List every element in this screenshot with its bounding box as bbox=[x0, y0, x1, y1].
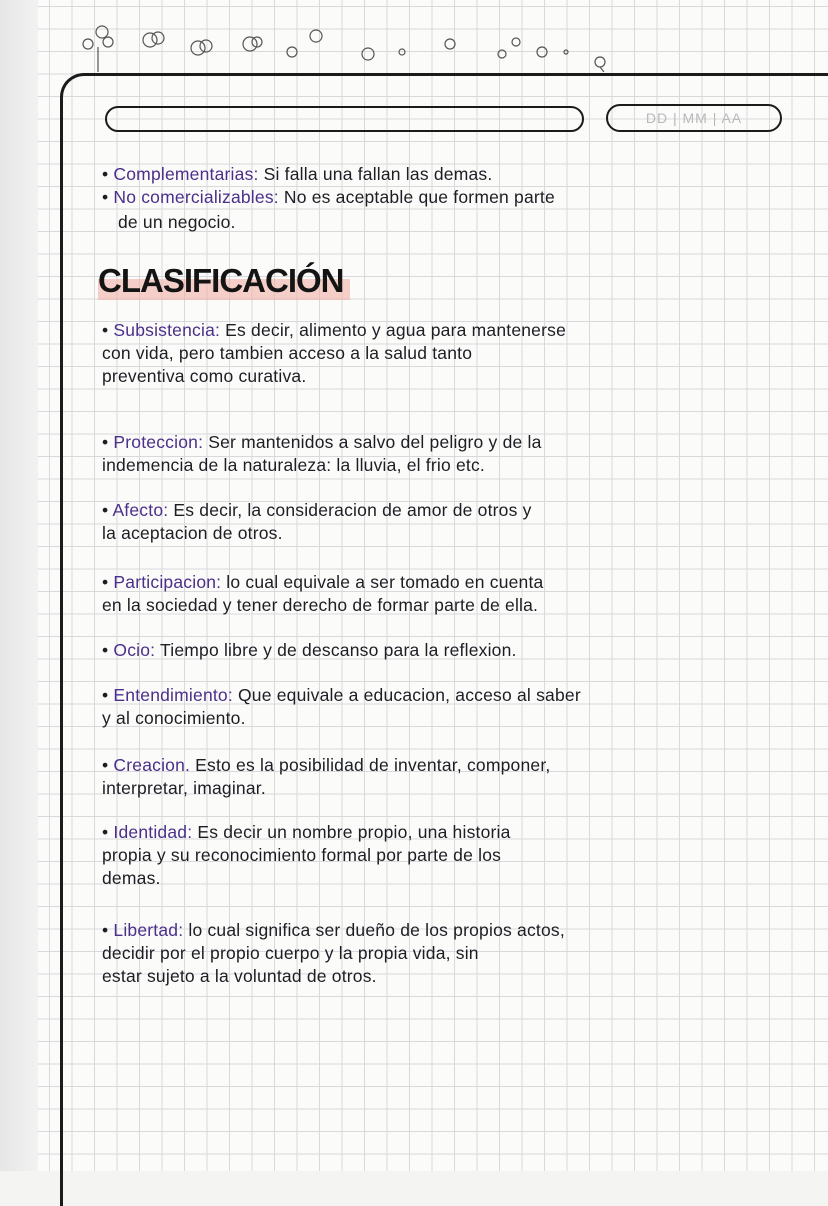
list-item-2: • Afecto: Es decir, la consideracion de amor de otros y bbox=[102, 500, 532, 520]
item-text: indemencia de la naturaleza: la lluvia, el frio etc. bbox=[102, 455, 485, 475]
list-item-8: • Libertad: lo cual significa ser dueño de los propios actos, bbox=[102, 920, 565, 940]
item-text: lo cual equivale a ser tomado en cuenta bbox=[221, 572, 544, 592]
list-item-continued bbox=[102, 343, 472, 364]
item-text: demas. bbox=[102, 868, 161, 888]
list-item-continued bbox=[102, 708, 246, 729]
item-text: Si falla una fallan las demas. bbox=[258, 164, 493, 184]
item-text: propia y su reconocimiento formal por parte de los bbox=[102, 845, 502, 865]
item-label: Creacion. bbox=[113, 755, 191, 775]
item-text: lo cual significa ser dueño de los propios actos, bbox=[183, 920, 565, 940]
item-text: interpretar, imaginar. bbox=[102, 778, 266, 798]
list-item-5: • Entendimiento: Que equivale a educacion, acceso al saber bbox=[102, 685, 581, 705]
item-text: Que equivale a educacion, acceso al saber bbox=[232, 685, 581, 705]
section-heading: CLASIFICACIÓN bbox=[98, 262, 350, 300]
item-text-continued: de un negocio. bbox=[118, 212, 236, 232]
list-item-continued bbox=[102, 455, 485, 476]
item-text: y al conocimiento. bbox=[102, 708, 246, 728]
list-item-0: • Subsistencia: Es decir, alimento y agua para mantenerse bbox=[102, 320, 567, 340]
item-label: Ocio: bbox=[113, 640, 156, 660]
item-text: Esto es la posibilidad de inventar, componer, bbox=[190, 755, 551, 775]
item-text: la aceptacion de otros. bbox=[102, 523, 283, 543]
item-label: Libertad: bbox=[113, 920, 184, 940]
list-item-1: • Proteccion: Ser mantenidos a salvo del peligro y de la bbox=[102, 432, 542, 452]
title-field bbox=[105, 106, 584, 132]
item-text: Ser mantenidos a salvo del peligro y de la bbox=[203, 432, 542, 452]
item-label: Identidad: bbox=[113, 822, 193, 842]
list-item-continued bbox=[102, 523, 283, 544]
item-text: preventiva como curativa. bbox=[102, 366, 307, 386]
list-item-continued bbox=[102, 868, 161, 889]
item-text: Es decir, alimento y agua para mantenerse bbox=[220, 320, 567, 340]
list-item-complementarias: • Complementarias: Si falla una fallan las demas. bbox=[102, 164, 493, 184]
item-text: Es decir, la consideracion de amor de otros y bbox=[168, 500, 532, 520]
item-label: Subsistencia: bbox=[113, 320, 221, 340]
list-item-continued bbox=[102, 966, 377, 987]
item-label: Complementarias: bbox=[113, 164, 259, 184]
page-edge bbox=[0, 0, 38, 1171]
item-text: No es aceptable que formen parte bbox=[278, 187, 555, 207]
item-label: Proteccion: bbox=[113, 432, 204, 452]
item-text: Tiempo libre y de descanso para la reflexion. bbox=[155, 640, 517, 660]
list-item-4: • Ocio: Tiempo libre y de descanso para la reflexion. bbox=[102, 640, 517, 660]
flower-doodles-decoration bbox=[80, 22, 640, 72]
item-text: en la sociedad y tener derecho de formar parte de ella. bbox=[102, 595, 539, 615]
item-label: No comercializables: bbox=[113, 187, 279, 207]
item-text: estar sujeto a la voluntad de otros. bbox=[102, 966, 377, 986]
list-item-continued bbox=[102, 595, 538, 616]
list-item-continued bbox=[102, 778, 266, 799]
list-item-3: • Participacion: lo cual equivale a ser tomado en cuenta bbox=[102, 572, 544, 592]
list-item-continued bbox=[102, 845, 501, 866]
item-label: Entendimiento: bbox=[113, 685, 233, 705]
item-text: Es decir un nombre propio, una historia bbox=[192, 822, 511, 842]
item-text: con vida, pero tambien acceso a la salud tanto bbox=[102, 343, 473, 363]
item-text: decidir por el propio cuerpo y la propia vida, sin bbox=[102, 943, 479, 963]
item-label: Afecto: bbox=[112, 500, 169, 520]
list-item-no-comercializables: • No comercializables: No es aceptable que formen parte bbox=[102, 187, 555, 207]
list-item-7: • Identidad: Es decir un nombre propio, una historia bbox=[102, 822, 511, 842]
date-field: DD | MM | AA bbox=[606, 104, 782, 132]
item-label: Participacion: bbox=[113, 572, 222, 592]
list-item-continued bbox=[102, 366, 306, 387]
list-item-6: • Creacion. Esto es la posibilidad de inventar, componer, bbox=[102, 755, 551, 775]
list-item-continued bbox=[102, 943, 479, 964]
